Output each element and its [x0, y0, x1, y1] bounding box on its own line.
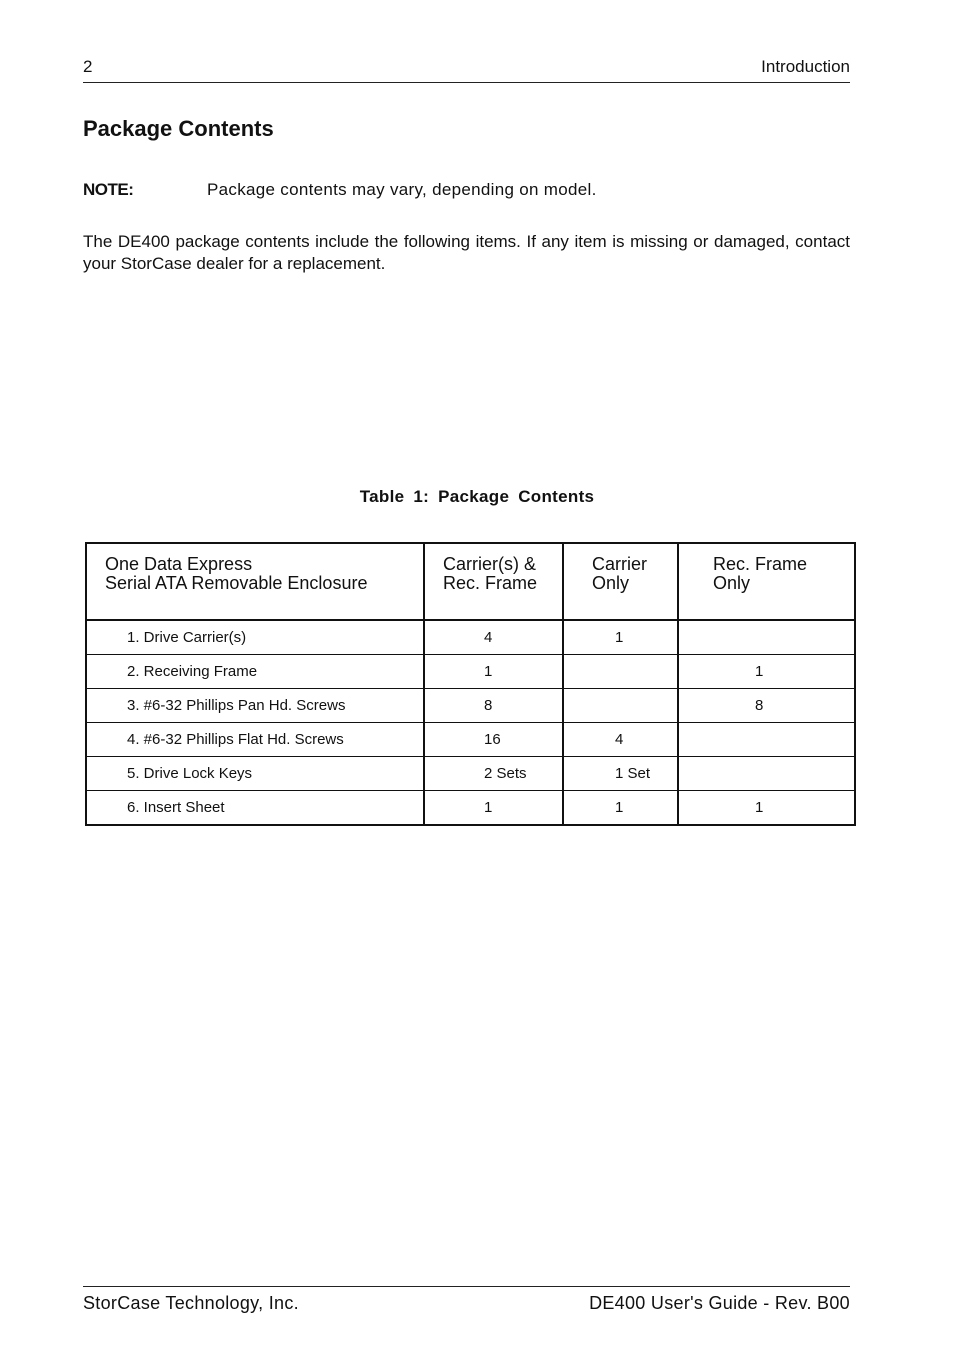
page-footer [83, 1286, 850, 1313]
qty-frame-only [678, 757, 855, 791]
header-frame-only-line2: Only [713, 573, 751, 593]
item-name: 5. Drive Lock Keys [86, 757, 424, 791]
page-number: 2 [83, 57, 93, 76]
qty-frame-only: 8 [678, 689, 855, 723]
qty-carrier-only: 1 Set [563, 757, 678, 791]
item-name: 6. Insert Sheet [86, 791, 424, 826]
header-carrier-only [563, 543, 678, 620]
item-name: 2. Receiving Frame [86, 655, 424, 689]
header-carrier-and-frame-line1: Carrier(s) & [443, 554, 536, 574]
item-name: 4. #6-32 Phillips Flat Hd. Screws [86, 723, 424, 757]
qty-frame-only: 1 [678, 791, 855, 826]
package-contents-table [85, 542, 856, 826]
header-enclosure-line1: One Data Express [105, 554, 253, 574]
qty-carrier-only: 1 [563, 791, 678, 826]
page-title: Package Contents [83, 116, 274, 141]
table-row [86, 655, 855, 689]
qty-carrier-only: 4 [563, 723, 678, 757]
footer-guide-revision: DE400 User's Guide - Rev. B00 [589, 1293, 850, 1313]
note-text: Package contents may vary, depending on model. [207, 180, 597, 199]
header-carrier-only-line2: Only [592, 573, 630, 593]
note-label: NOTE: [83, 180, 134, 199]
header-enclosure-line2: Serial ATA Removable Enclosure [105, 573, 368, 593]
qty-frame-only: 1 [678, 655, 855, 689]
item-name: 1. Drive Carrier(s) [127, 629, 247, 646]
qty-carrier-only [563, 655, 678, 689]
header-carrier-and-frame-line2: Rec. Frame [443, 573, 538, 593]
item-name: 3. #6-32 Phillips Pan Hd. Screws [86, 689, 424, 723]
page-header [83, 57, 850, 83]
header-enclosure [86, 543, 424, 620]
intro-paragraph: The DE400 package contents include the following items. If any item is missing or damaged, contact your StorCase dealer for a replacement. [83, 232, 850, 273]
table-caption: Table 1: Package Contents [359, 487, 595, 506]
qty-frame-only [678, 620, 855, 655]
qty-carrier-only: 1 [563, 620, 678, 655]
table-row [86, 723, 855, 757]
qty-carrier-and-frame: 4 [424, 620, 563, 655]
header-frame-only-line1: Rec. Frame [713, 554, 808, 574]
table-row [86, 757, 855, 791]
footer-company: StorCase Technology, Inc. [83, 1293, 299, 1313]
table-row [86, 689, 855, 723]
qty-carrier-and-frame: 1 [424, 791, 563, 826]
qty-carrier-and-frame: 2 Sets [424, 757, 563, 791]
header-frame-only [678, 543, 855, 620]
qty-carrier-only [563, 689, 678, 723]
qty-frame-only [678, 723, 855, 757]
header-carrier-and-frame [424, 543, 563, 620]
table-header-row [86, 543, 855, 620]
header-carrier-only-line1: Carrier [592, 554, 648, 574]
section-title: Introduction [761, 57, 850, 76]
qty-carrier-and-frame: 16 [424, 723, 563, 757]
qty-carrier-and-frame: 1 [424, 655, 563, 689]
table-row [86, 791, 855, 826]
qty-carrier-and-frame: 8 [424, 689, 563, 723]
table-row [86, 620, 855, 655]
